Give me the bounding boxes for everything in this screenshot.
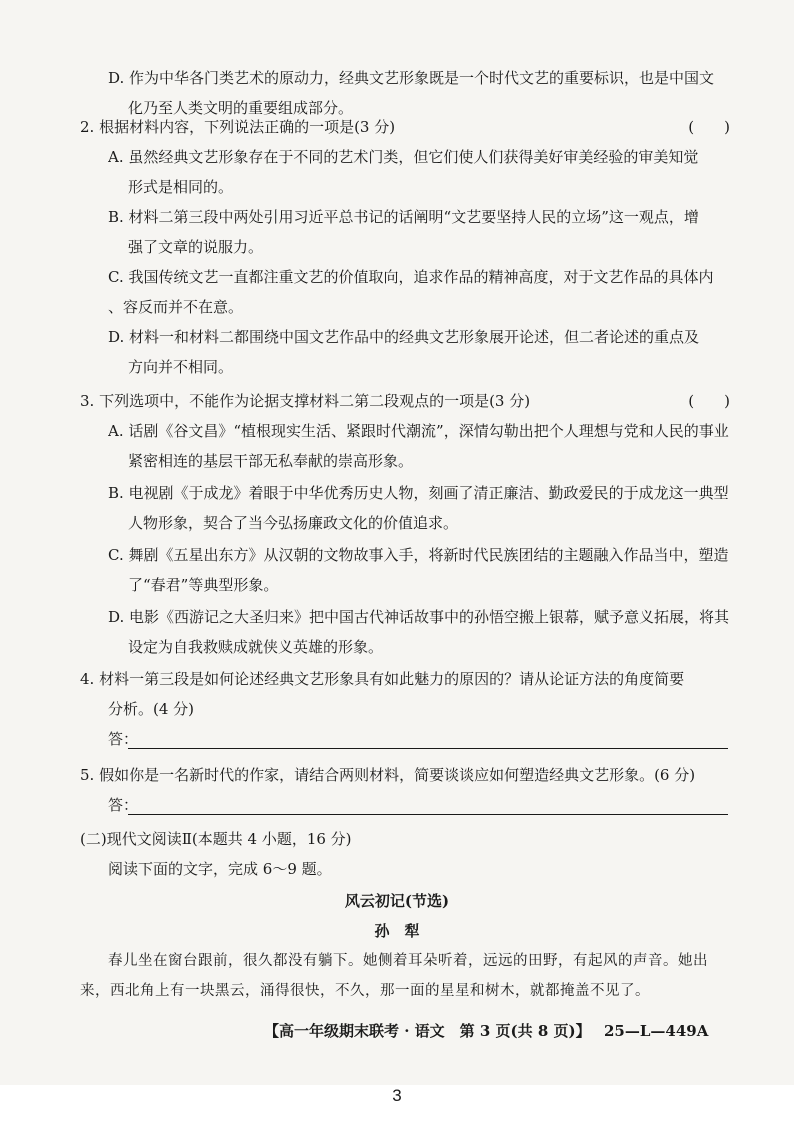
- section-heading: (二)现代文阅读Ⅱ(本题共 4 小题，16 分): [80, 830, 352, 848]
- q1-option-d-line2: 化乃至人类文明的重要组成部分。: [128, 99, 354, 117]
- q2-option-d-line1: D. 材料一和材料二都围绕中国文艺作品中的经典文艺形象展开论述，但二者论述的重点及: [108, 328, 700, 346]
- q4-answer-label: 答：: [108, 730, 139, 748]
- footer-exam-info: 【高一年级期末联考 · 语文 第 3 页(共 8 页)】: [264, 1022, 591, 1040]
- q3-option-b-line2: 人物形象，契合了当今弘扬廉政文化的价值追求。: [128, 514, 459, 532]
- q2-option-b-line1: B. 材料二第三段中两处引用习近平总书记的话阐明“文艺要坚持人民的立场”这一观点，增: [108, 208, 699, 226]
- passage-p1-line1: 春儿坐在窗台跟前，很久都没有躺下。她侧着耳朵听着，远远的田野，有起风的声音。她出: [108, 953, 708, 969]
- q2-option-c-line2: 、容反而并不在意。: [108, 298, 244, 316]
- q2-option-c-line1: C. 我国传统文艺一直都注重文艺的价值取向，追求作品的精神高度，对于文艺作品的具体内: [108, 268, 714, 286]
- page-number: 3: [392, 1086, 402, 1105]
- q3-stem: 3. 下列选项中，不能作为论据支撑材料二第二段观点的一项是(3 分): [80, 392, 531, 410]
- q4-answer-line[interactable]: [128, 748, 728, 749]
- q2-answer-blank[interactable]: ( ): [688, 118, 730, 136]
- q5-answer-label: 答：: [108, 796, 139, 814]
- footer-code: 25—L—449A: [604, 1022, 709, 1040]
- q3-option-c-line2: 了“春君”等典型形象。: [128, 576, 279, 594]
- q2-stem: 2. 根据材料内容，下列说法正确的一项是(3 分): [80, 118, 396, 136]
- q2-option-d-line2: 方向并不相同。: [128, 358, 234, 376]
- q2-option-b-line2: 强了文章的说服力。: [128, 238, 264, 256]
- q3-option-d-line2: 设定为自我救赎成就侠义英雄的形象。: [128, 638, 384, 656]
- section-instruction: 阅读下面的文字，完成 6～9 题。: [108, 860, 332, 878]
- q3-option-a-line1: A. 话剧《谷文昌》“植根现实生活、紧跟时代潮流”，深情勾勒出把个人理想与党和人民的事业: [108, 422, 729, 440]
- q3-option-a-line2: 紧密相连的基层干部无私奉献的崇高形象。: [128, 452, 414, 470]
- q3-answer-blank[interactable]: ( ): [688, 392, 730, 410]
- q5-answer-line[interactable]: [128, 814, 728, 815]
- passage-p1-line2: 来，西北角上有一块黑云，涌得很快，不久，那一面的星星和树木，就都掩盖不见了。: [80, 983, 650, 999]
- q4-stem-line1: 4. 材料一第三段是如何论述经典文艺形象具有如此魅力的原因的？请从论证方法的角度简要: [80, 670, 685, 688]
- q2-option-a-line2: 形式是相同的。: [128, 178, 234, 196]
- q5-stem: 5. 假如你是一名新时代的作家，请结合两则材料，简要谈谈应如何塑造经典文艺形象。(6 分): [80, 766, 696, 784]
- q3-option-c-line1: C. 舞剧《五星出东方》从汉朝的文物故事入手，将新时代民族团结的主题融入作品当中，塑造: [108, 546, 729, 564]
- page-footer: [0, 1016, 794, 1046]
- q3-option-b-line1: B. 电视剧《于成龙》着眼于中华优秀历史人物，刻画了清正廉洁、勤政爱民的于成龙这一典型: [108, 484, 729, 502]
- q2-option-a-line1: A. 虽然经典文艺形象存在于不同的艺术门类，但它们使人们获得美好审美经验的审美知觉: [108, 148, 699, 166]
- passage-title: 风云初记(节选): [344, 892, 450, 910]
- passage-author: 孙 犁: [374, 922, 420, 940]
- q4-stem-line2: 分析。(4 分): [108, 700, 195, 718]
- q1-option-d-line1: D. 作为中华各门类艺术的原动力，经典文艺形象既是一个时代文艺的重要标识，也是中国文: [108, 69, 715, 87]
- q3-option-d-line1: D. 电影《西游记之大圣归来》把中国古代神话故事中的孙悟空搬上银幕，赋予意义拓展，将其: [108, 608, 730, 626]
